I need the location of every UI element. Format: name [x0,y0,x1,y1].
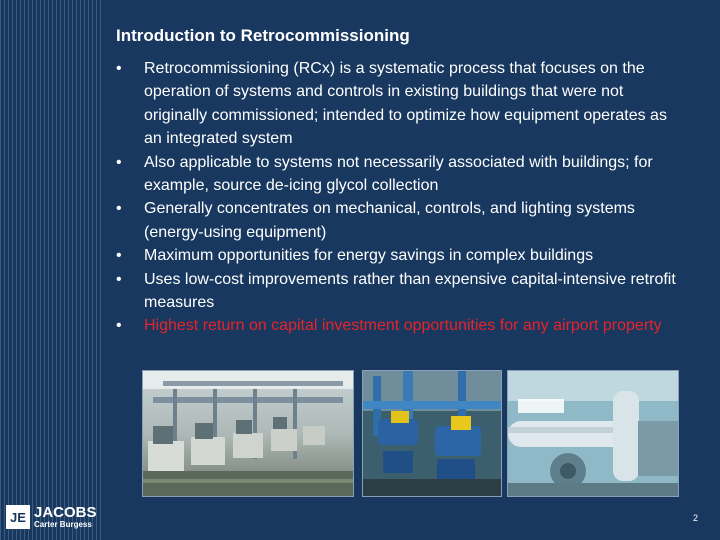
bullet-marker: • [116,317,122,335]
logo-mark: JE [6,505,30,529]
bullet-marker: • [116,200,122,218]
bullet-marker: • [116,270,122,288]
jacobs-logo [6,505,97,529]
slide-title: Introduction to Retrocommissioning [116,26,410,45]
page-number: 2 [693,513,699,523]
logo-name: JACOBS [34,504,97,521]
bullet-item: • Retrocommissioning (RCx) is a systematic process that focuses on the operation of systems and controls in existing buildings that were not originally commissioned; intended to optimize how equipment operates as an integrated system [116,57,676,151]
logo-subtitle: Carter Burgess [34,520,92,529]
bullet-marker: • [116,247,122,265]
bullet-item: • Uses low-cost improvements rather than expensive capital-intensive retrofit measures [116,268,676,315]
decorative-stripes [0,0,104,540]
bullet-marker: • [116,60,122,77]
bullet-item-highlight: • Highest return on capital investment opportunities for any airport property [116,314,676,337]
bullet-item: • Generally concentrates on mechanical, controls, and lighting systems (energy-using equipment) [116,197,676,244]
bullet-marker: • [116,153,122,171]
bullet-item: • Also applicable to systems not necessarily associated with buildings; for example, source de-icing glycol collection [116,151,676,198]
bullet-item: • Maximum opportunities for energy savings in complex buildings [116,244,676,267]
photo-blue-pumps [362,370,502,497]
photo-pump-room [142,370,354,497]
photo-chilled-water-piping [507,370,679,497]
bullet-list [116,57,676,338]
